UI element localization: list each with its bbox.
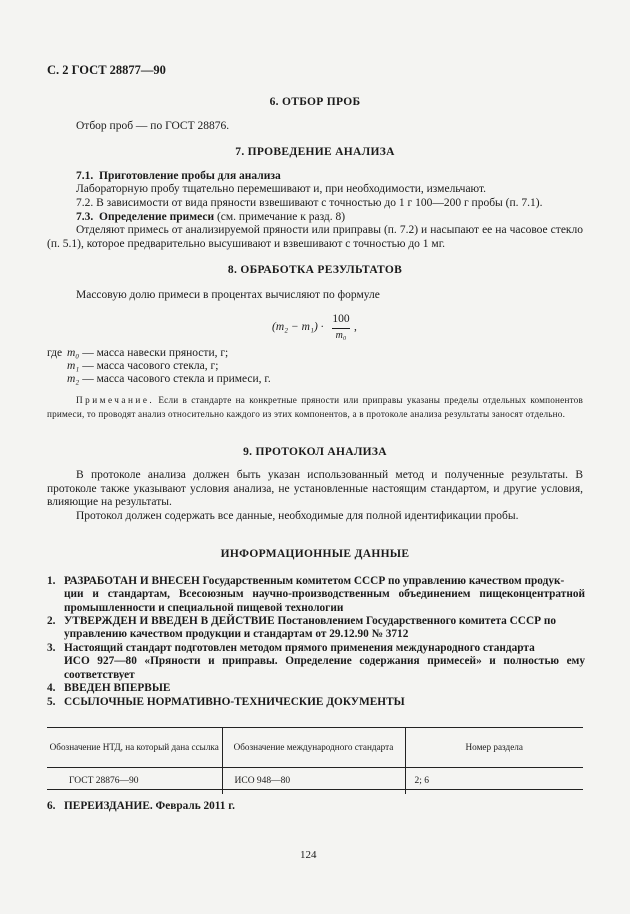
info-item-number: 6. [47, 800, 56, 812]
var-symbol: m₂ [67, 373, 80, 385]
info-item-4-text: ВВЕДЕН ВПЕРВЫЕ [64, 682, 171, 694]
formula-left: (m₂ − m₁) · [272, 321, 324, 333]
info-item-number: 5. [47, 696, 56, 708]
info-item-3 [47, 642, 585, 682]
table-header-row [47, 727, 583, 768]
section-9-title: 9. ПРОТОКОЛ АНАЛИЗА [243, 446, 387, 458]
info-item-6 [47, 800, 585, 813]
info-item-2-rest: управлению качеством продукции и стандартам от 29.12.90 № 3712 [64, 628, 409, 641]
note-label: Примечание. [76, 395, 155, 405]
para-7-3-head: Определение примеси [99, 211, 215, 223]
para-7-1-heading [76, 170, 281, 184]
table-header-cell: Номер раздела [405, 727, 583, 768]
info-item-number: 4. [47, 682, 56, 694]
table-bottom-rule [47, 789, 583, 790]
var-row-2 [67, 373, 271, 387]
formula-fraction-bar [332, 328, 350, 329]
page-header: С. 2 ГОСТ 28877—90 [47, 63, 166, 77]
info-item-2-line1: УТВЕРЖДЕН И ВВЕДЕН В ДЕЙСТВИЕ Постановлением Государственного комитета СССР по [64, 615, 556, 627]
info-item-5 [47, 696, 585, 709]
page-number: 124 [300, 849, 317, 861]
info-item-4 [47, 682, 585, 695]
info-item-5-text: ССЫЛОЧНЫЕ НОРМАТИВНО-ТЕХНИЧЕСКИЕ ДОКУМЕНТЫ [64, 696, 405, 708]
var-row-0 [67, 347, 228, 361]
section-6-title: 6. ОТБОР ПРОБ [269, 96, 361, 108]
table-header-cell: Обозначение международного стандарта [222, 727, 405, 768]
table-cell: 2; 6 [405, 768, 583, 795]
para-7-1-number: 7.1. [76, 170, 94, 182]
var-description: — масса часового стекла и примеси, г. [82, 373, 271, 385]
info-item-1 [47, 575, 585, 615]
para-7-1-text: Лабораторную пробу тщательно перемешивают и, при необходимости, измельчают. [76, 183, 487, 195]
table-header-cell: Обозначение НТД, на который дана ссылка [47, 727, 222, 768]
table-row [47, 768, 583, 795]
para-7-3-number: 7.3. [76, 211, 94, 223]
section-6-text: Отбор проб — по ГОСТ 28876. [76, 120, 230, 132]
section-9-para-1: В протоколе анализа должен быть указан использованный метод и полученные результаты. В протоколе также указывают условия анализа, не установленные настоящим стандартом, и другие условия, влияющие на результаты. [47, 469, 583, 509]
para-7-2: 7.2. В зависимости от вида пряности взвешивают с точностью до 1 г 100—200 г пробы (п. 7.1). [76, 197, 543, 209]
para-7-3-tail: (см. примечание к разд. 8) [214, 211, 346, 223]
var-description: — масса навески пряности, г; [82, 347, 229, 359]
section-7-title: 7. ПРОВЕДЕНИЕ АНАЛИЗА [235, 146, 395, 158]
var-symbol: m₀ [67, 347, 80, 359]
para-7-1-head: Приготовление пробы для анализа [99, 170, 281, 182]
info-item-1-line1: РАЗРАБОТАН И ВНЕСЕН Государственным комитетом СССР по управлению качеством продук- [64, 575, 565, 587]
section-8-title: 8. ОБРАБОТКА РЕЗУЛЬТАТОВ [227, 264, 403, 276]
info-item-6-text: ПЕРЕИЗДАНИЕ. Февраль 2011 г. [64, 800, 235, 812]
table-cell: ИСО 948—80 [222, 768, 405, 795]
formula-numerator: 100 [332, 313, 350, 325]
info-item-3-line1: Настоящий стандарт подготовлен методом прямого применения международного стандарта [64, 642, 535, 654]
info-item-number: 1. [47, 575, 56, 587]
info-item-2 [47, 615, 585, 642]
para-7-3-text: Отделяют примесь от анализируемой пряности или приправы (п. 7.2) и насыпают ее на часовое стекло (п. 5.1), которое предварительно высушивают и взвешивают с точностью до 1 мг. [47, 224, 583, 250]
info-item-1-rest: ции и стандартам, Всесоюзным научно-производственным объединением пищеконцентратной промышленности и специальной пищевой технологии [64, 588, 585, 614]
where-label: где [47, 347, 63, 359]
formula-denominator: m₀ [335, 330, 347, 341]
var-row-1 [67, 360, 218, 374]
var-description: — масса часового стекла, г; [82, 360, 219, 372]
section-8-note [47, 394, 583, 421]
info-item-number: 3. [47, 642, 56, 654]
formula-intro: Массовую долю примеси в процентах вычисляют по формуле [76, 289, 380, 301]
info-item-3-rest: ИСО 927—80 «Пряности и приправы. Определение содержания примесей» и полностью ему соответствует [64, 655, 585, 681]
var-symbol: m₁ [67, 360, 80, 372]
info-title: ИНФОРМАЦИОННЫЕ ДАННЫЕ [220, 548, 410, 560]
reference-table [47, 727, 583, 794]
formula-end: , [354, 321, 357, 333]
note-text: Если в стандарте на конкретные пряности или приправы указаны пределы отдельных компонентов примеси, то проводят анализ относительно каждого из этих компонентов, а в протоколе анализа результаты заносят отдельно. [47, 395, 583, 419]
table-cell: ГОСТ 28876—90 [47, 768, 222, 795]
section-9-para-2: Протокол должен содержать все данные, необходимые для полной идентификации пробы. [76, 510, 519, 522]
para-7-3-heading [76, 211, 345, 225]
info-item-number: 2. [47, 615, 56, 627]
